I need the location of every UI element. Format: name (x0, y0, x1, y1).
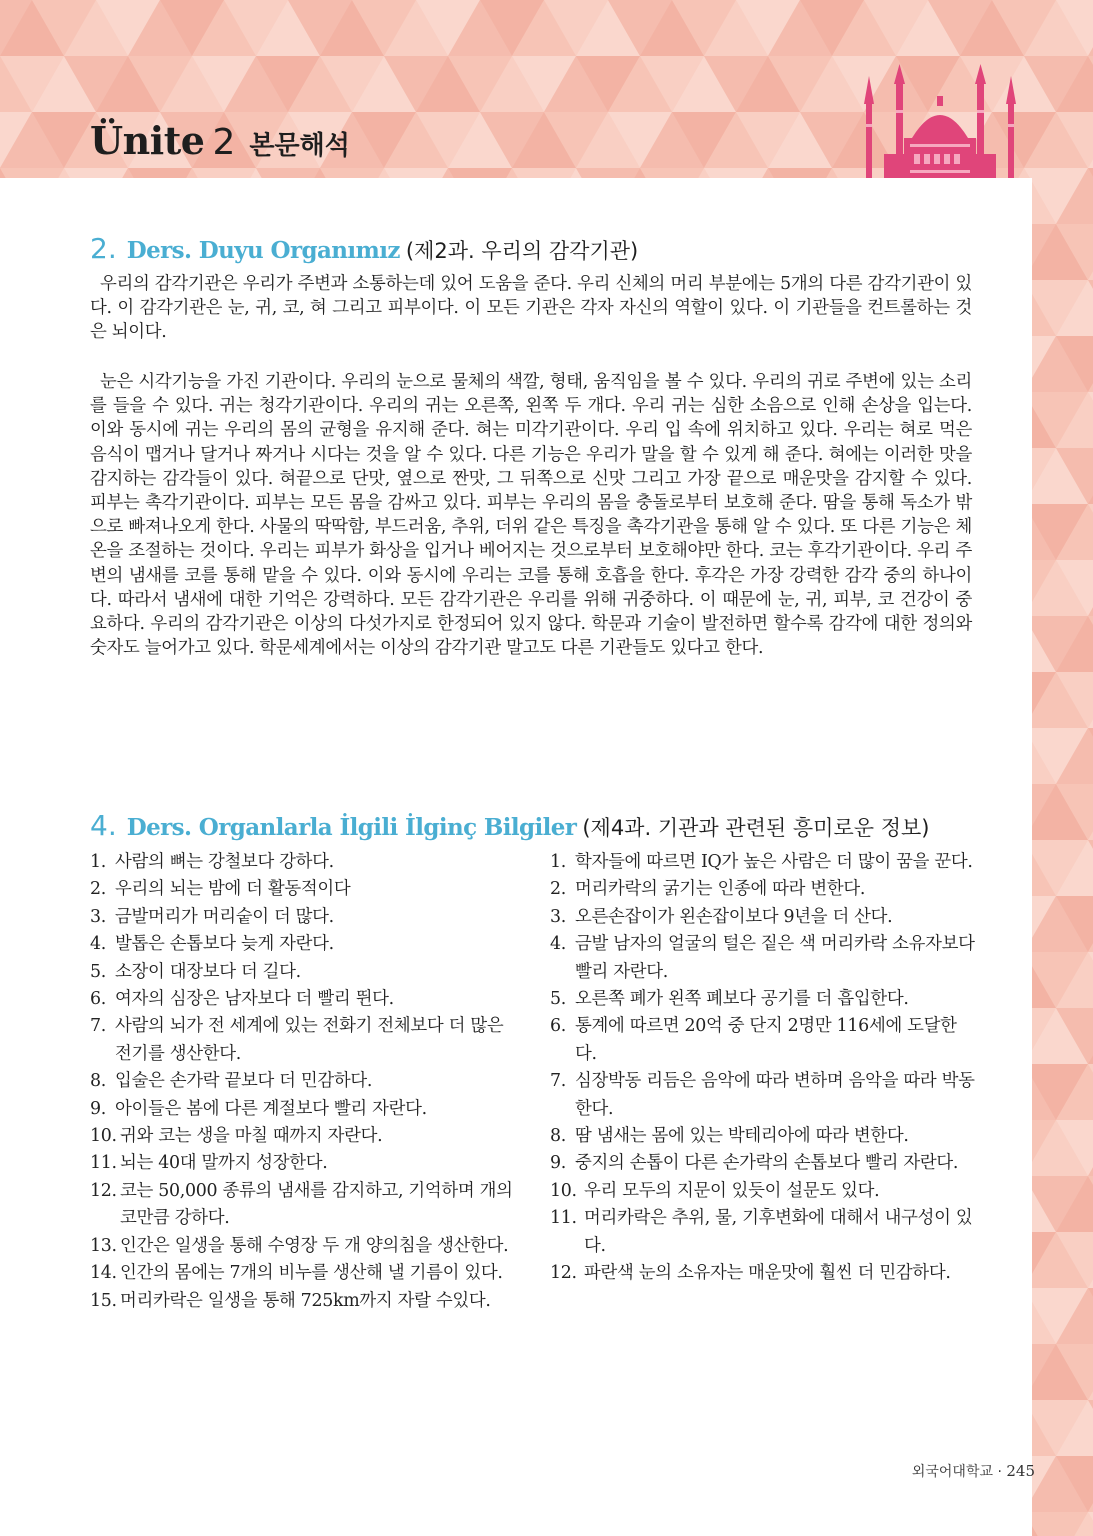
fact-text: 머리카락은 일생을 통해 725km까지 자랄 수있다. (120, 1290, 491, 1311)
fact-item (90, 1096, 520, 1123)
fact-number: 4. (90, 934, 106, 955)
fact-item (90, 1288, 520, 1315)
fact-text: 머리카락의 굵기는 인종에 따라 변한다. (575, 879, 866, 900)
fact-item (550, 1150, 975, 1177)
fact-number: 10. (550, 1180, 577, 1201)
fact-number: 10. (90, 1126, 117, 1147)
fact-item (90, 1233, 520, 1260)
fact-number: 5. (90, 961, 106, 982)
fact-text: 우리 모두의 지문이 있듯이 설문도 있다. (584, 1180, 880, 1201)
section-2-paragraph-1 (90, 272, 972, 345)
fact-number: 2. (550, 879, 566, 900)
fact-number: 6. (90, 989, 106, 1010)
unit-word: Ünite (90, 118, 205, 163)
fact-text: 땀 냄새는 몸에 있는 박테리아에 따라 변한다. (575, 1126, 909, 1147)
fact-item (90, 986, 520, 1013)
fact-number: 13. (90, 1235, 117, 1256)
fact-text: 소장이 대장보다 더 길다. (115, 961, 301, 982)
section-title: Ders. Duyu Organımız (126, 237, 400, 264)
fact-item (90, 1123, 520, 1150)
fact-text: 오른쪽 폐가 왼쪽 폐보다 공기를 더 흡입한다. (575, 989, 909, 1010)
fact-text: 심장박동 리듬은 음악에 따라 변하며 음악을 따라 박동한다. (575, 1071, 975, 1119)
fact-number: 9. (90, 1098, 106, 1119)
fact-item (550, 1123, 975, 1150)
fact-text: 금발 남자의 얼굴의 털은 짙은 색 머리카락 소유자보다 빨리 자란다. (575, 934, 975, 982)
fact-text: 머리카락은 추위, 물, 기후변화에 대해서 내구성이 있다. (584, 1208, 973, 1256)
unit-subtitle: 본문해석 (249, 131, 350, 161)
fact-item (550, 849, 975, 876)
fact-number: 2. (90, 879, 106, 900)
fact-number: 14. (90, 1263, 117, 1284)
fact-item (90, 959, 520, 986)
section-title: Ders. Organlarla İlgili İlginç Bilgiler (126, 814, 577, 841)
section-korean-title: (제2과. 우리의 감각기관) (405, 239, 639, 263)
fact-text: 사람의 뼈는 강철보다 강하다. (115, 852, 334, 872)
fact-number: 1. (90, 852, 106, 872)
fact-text: 사람의 뇌가 전 세계에 있는 전화기 전체보다 더 많은 전기를 생산한다. (115, 1016, 504, 1064)
fact-number: 12. (90, 1180, 117, 1201)
fact-text: 발톱은 손톱보다 늦게 자란다. (115, 934, 334, 955)
fact-number: 9. (550, 1153, 566, 1174)
fact-text: 통계에 따르면 20억 중 단지 2명만 116세에 도달한다. (575, 1016, 957, 1064)
fact-number: 7. (90, 1016, 106, 1037)
fact-item (550, 904, 975, 931)
section-2-paragraph-2 (90, 370, 972, 660)
unit-heading (90, 118, 350, 163)
section-heading-4: 4. Ders. Organlarla İlgili İlginç Bilgiler (제4과. 기관과 관련된 흥미로운 정보) (90, 809, 930, 842)
fact-item (90, 904, 520, 931)
fact-item (550, 931, 975, 986)
fact-text: 학자들에 따르면 IQ가 높은 사람은 더 많이 꿈을 꾼다. (575, 852, 973, 872)
fact-item (90, 1150, 520, 1177)
fact-number: 3. (550, 906, 566, 927)
fact-number: 12. (550, 1263, 577, 1284)
fact-item (90, 849, 520, 876)
fact-text: 코는 50,000 종류의 냄새를 감지하고, 기억하며 개의 코만큼 강하다. (120, 1180, 513, 1229)
paragraph: 우리의 감각기관은 우리가 주변과 소통하는데 있어 도움을 준다. 우리 신체의 머리 부분에는 5개의 다른 감각기관이 있다. 이 감각기관은 눈, 귀, 코, 혀 그리고 피부이다. 이 모든 기관은 각자 자신의 역할이 있다. 이 기관들을 컨트롤하는 것은 뇌이다. (90, 274, 972, 343)
fact-text: 파란색 눈의 소유자는 매운맛에 훨씬 더 민감하다. (584, 1263, 951, 1284)
fact-text: 중지의 손톱이 다른 손가락의 손톱보다 빨리 자란다. (575, 1153, 959, 1174)
fact-number: 15. (90, 1290, 117, 1311)
fact-text: 귀와 코는 생을 마칠 때까지 자란다. (120, 1126, 383, 1147)
fact-number: 11. (550, 1208, 577, 1229)
paragraph: 눈은 시각기능을 가진 기관이다. 우리의 눈으로 물체의 색깔, 형태, 움직임을 볼 수 있다. 우리의 귀로 주변에 있는 소리를 들을 수 있다. 귀는 청각기관이다. 우리의 귀는 오른쪽, 왼쪽 두 개다. 우리 귀는 심한 소음으로 인해 손상을 입는다. 이와 동시에 귀는 우리의 몸의 균형을 유지해 준다. 혀는 미각기관이다. 우리 입 속에 위치하고 있다. 우리는 혀로 먹은 음식이 맵거나 달거나 짜거나 시다는 것을 알 수 있다. 다른 기능은 우리가 말을 할 수 있게 해 준다. 혀에는 이러한 맛을 감지하는 감각들이 있다. 혀끝으로 단맛, 옆으로 짠맛, 그 뒤쪽으로 신맛 그리고 가장 끝으로 매운맛을 감지할 수 있다. 피부는 촉각기관이다. 피부는 모든 몸을 감싸고 있다. 피부는 우리의 몸을 충돌로부터 보호해 준다. 땀을 통해 독소가 밖으로 빠져나오게 한다. 사물의 딱딱함, 부드러움, 추위, 더위 같은 특징을 촉각기관을 통해 알 수 있다. 또 다른 기능은 체온을 조절하는 것이다. 우리는 피부가 화상을 입거나 베어지는 것으로부터 보호해야만 한다. 코는 후각기관이다. 우리 주변의 냄새를 코를 통해 맡을 수 있다. 이와 동시에 우리는 코를 통해 호흡을 한다. 후각은 가장 강력한 감각 중의 하나이다. 따라서 냄새에 대한 기억은 강력하다. 모든 감각기관은 우리를 위해 귀중하다. 이 때문에 눈, 귀, 피부, 코 건강이 중요하다. 우리의 감각기관은 이상의 다섯가지로 한정되어 있지 않다. 학문과 기술이 발전하면 할수록 감각에 대한 정의와 숫자도 늘어가고 있다. 학문세계에서는 이상의 감각기관 말고도 다른 기관들도 있다고 한다. (90, 372, 972, 659)
section-korean-title: (제4과. 기관과 관련된 흥미로운 정보) (582, 816, 930, 840)
fact-text: 아이들은 봄에 다른 계절보다 빨리 자란다. (115, 1098, 427, 1119)
fact-number: 1. (550, 852, 566, 872)
fact-text: 입술은 손가락 끝보다 더 민감하다. (115, 1071, 373, 1092)
fact-number: 11. (90, 1153, 117, 1174)
fact-text: 오른손잡이가 왼손잡이보다 9년을 더 산다. (575, 906, 893, 927)
fact-item (90, 1013, 520, 1068)
fact-number: 5. (550, 989, 566, 1010)
fact-item (550, 986, 975, 1013)
fact-number: 3. (90, 906, 106, 927)
facts-list-left (90, 849, 520, 1315)
fact-text: 인간은 일생을 통해 수영장 두 개 양의침을 생산한다. (120, 1235, 509, 1256)
fact-item (90, 1178, 520, 1233)
fact-number: 7. (550, 1071, 566, 1092)
fact-item (90, 876, 520, 903)
fact-number: 8. (550, 1126, 566, 1147)
fact-item (550, 1013, 975, 1068)
page-number: 245 (1006, 1462, 1035, 1480)
fact-item (550, 1205, 975, 1260)
fact-text: 여자의 심장은 남자보다 더 빨리 뛴다. (115, 989, 394, 1010)
page-footer (912, 1461, 1035, 1481)
fact-item (90, 931, 520, 958)
facts-list-right (550, 849, 975, 1288)
fact-text: 인간의 몸에는 7개의 비누를 생산해 낼 기름이 있다. (120, 1263, 503, 1284)
publisher-name: 외국어대학교 (911, 1464, 993, 1480)
section-heading-2: 2. Ders. Duyu Organımız (제2과. 우리의 감각기관) (90, 232, 639, 265)
fact-text: 우리의 뇌는 밤에 더 활동적이다 (115, 879, 351, 900)
fact-number: 6. (550, 1016, 566, 1037)
fact-number: 4. (550, 934, 566, 955)
fact-text: 금발머리가 머리숱이 더 많다. (115, 906, 334, 927)
fact-item (90, 1068, 520, 1095)
fact-item (550, 1260, 975, 1287)
fact-number: 8. (90, 1071, 106, 1092)
fact-text: 뇌는 40대 말까지 성장한다. (120, 1153, 328, 1174)
fact-item (550, 1178, 975, 1205)
section-number: 4 (90, 809, 108, 842)
fact-item (550, 876, 975, 903)
separator: · (997, 1464, 1002, 1480)
section-number: 2 (90, 232, 108, 265)
unit-number: 2 (212, 122, 236, 163)
fact-item (90, 1260, 520, 1287)
mosque-icon (860, 62, 1020, 180)
fact-item (550, 1068, 975, 1123)
